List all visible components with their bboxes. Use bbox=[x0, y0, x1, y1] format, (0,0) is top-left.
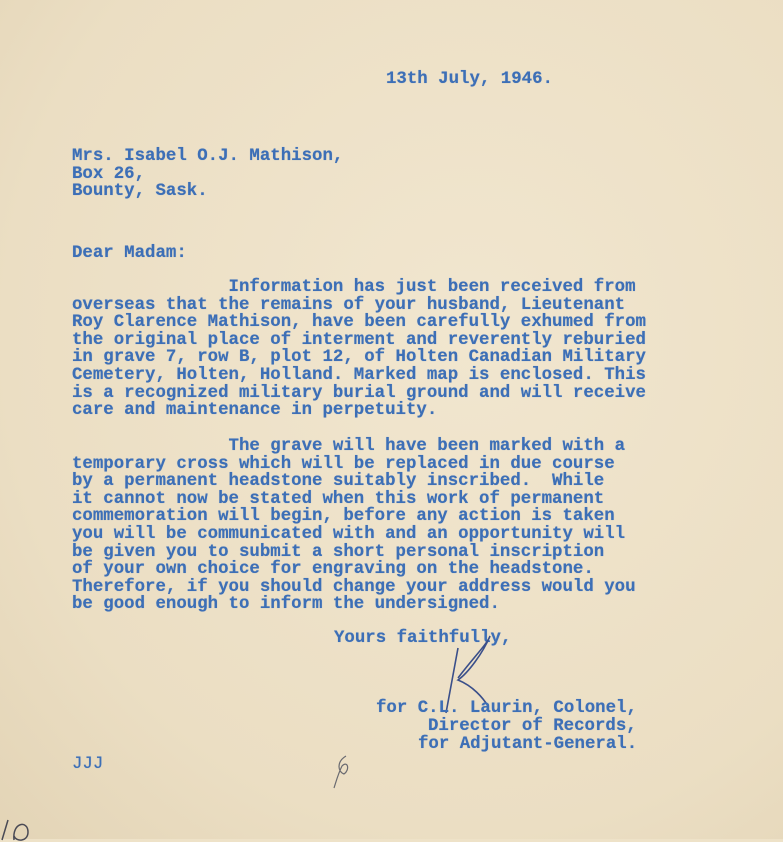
paragraph-2 bbox=[72, 438, 636, 614]
recipient-address bbox=[72, 148, 343, 201]
recipient-line: Bounty, Sask. bbox=[72, 182, 208, 202]
recipient-line: Mrs. Isabel O.J. Mathison, bbox=[72, 147, 344, 166]
text-line: overseas that the remains of your husband, Lieutenant bbox=[72, 295, 626, 315]
text-line: be given you to submit a short personal inscription bbox=[72, 542, 605, 562]
letter-date: 13th July, 1946. bbox=[386, 70, 553, 89]
text-line: temporary cross which will be replaced in due course bbox=[72, 454, 615, 474]
text-line: you will be communicated with and an opportunity will bbox=[72, 524, 626, 544]
salutation: Dear Madam: bbox=[72, 244, 187, 263]
recipient-line: Box 26, bbox=[72, 164, 146, 184]
pencil-mark bbox=[328, 752, 358, 792]
text-line: Information has just been received from bbox=[72, 278, 636, 297]
text-line: it cannot now be stated when this work of permanent bbox=[72, 489, 605, 509]
text-line: be good enough to inform the undersigned. bbox=[72, 595, 500, 615]
text-line: The grave will have been marked with a bbox=[72, 437, 626, 456]
text-line: commemoration will begin, before any action is taken bbox=[72, 507, 615, 527]
text-line: in grave 7, row B, plot 12, of Holten Canadian Military bbox=[72, 348, 646, 368]
text-line: Therefore, if you should change your address would you bbox=[72, 577, 636, 597]
paragraph-1 bbox=[72, 279, 646, 420]
typist-initials: JJJ bbox=[72, 755, 104, 774]
text-line: by a permanent headstone suitably inscribed. While bbox=[72, 472, 605, 492]
text-line: the original place of interment and reverently reburied bbox=[72, 330, 646, 350]
signature-line-1: for C.L. Laurin, Colonel, bbox=[376, 699, 637, 718]
text-line: is a recognized military burial ground and will receive bbox=[72, 383, 646, 403]
text-line: of your own choice for engraving on the headstone. bbox=[72, 560, 594, 580]
text-line: care and maintenance in perpetuity. bbox=[72, 401, 438, 421]
text-line: Cemetery, Holten, Holland. Marked map is enclosed. This bbox=[72, 365, 646, 385]
signature-line-3: for Adjutant-General. bbox=[418, 735, 638, 754]
corner-pencil-mark bbox=[0, 812, 44, 842]
signature-line-2: Director of Records, bbox=[428, 717, 637, 736]
closing: Yours faithfully, bbox=[334, 629, 512, 648]
text-line: Roy Clarence Mathison, have been carefully exhumed from bbox=[72, 313, 646, 333]
